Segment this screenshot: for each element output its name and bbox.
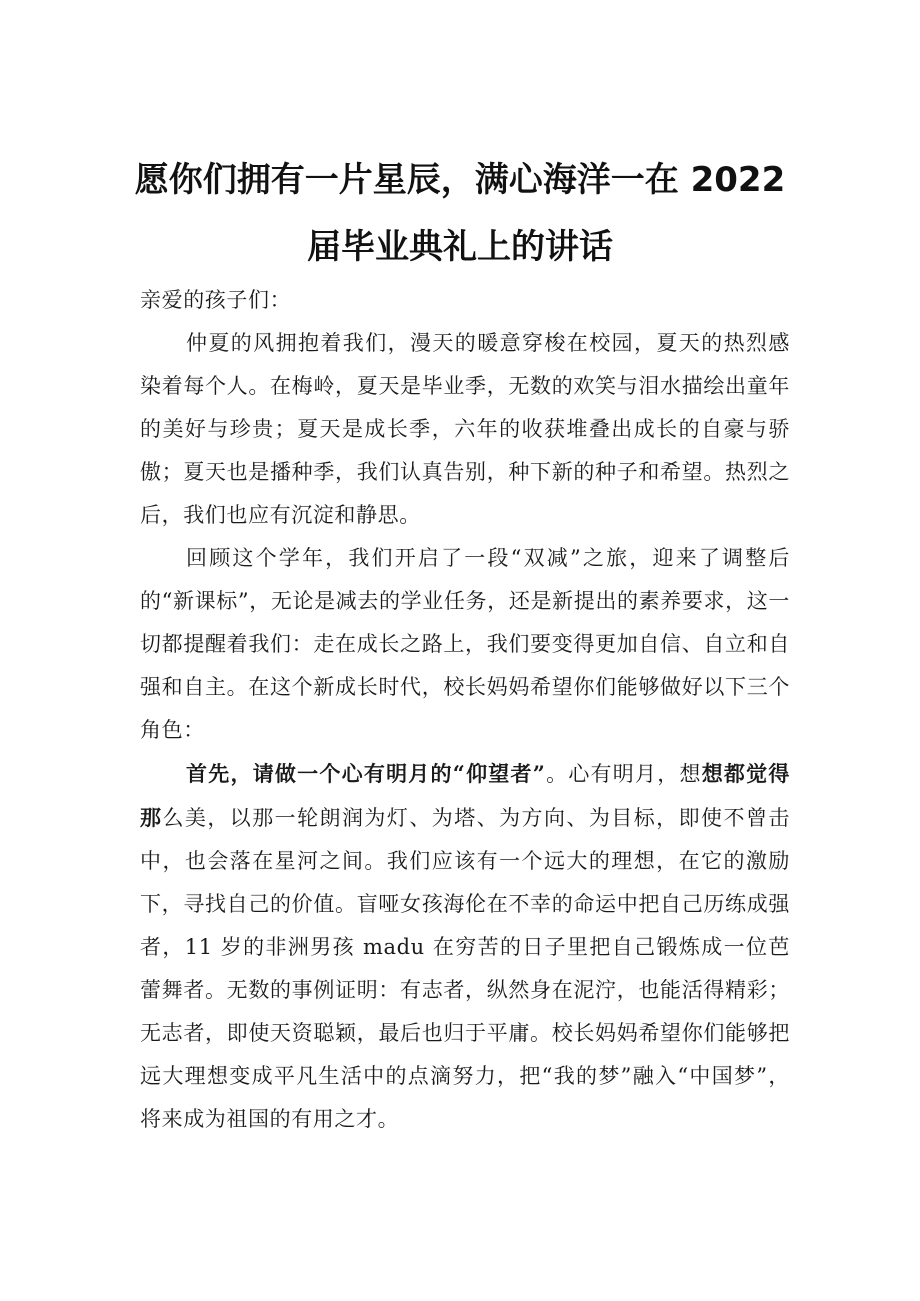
paragraph-3-bold-lead: 首先，请做一个心有明月的“仰望者”	[186, 761, 546, 786]
salutation: 亲爱的孩子们：	[140, 288, 292, 312]
paragraph-2: 回顾这个学年，我们开启了一段“双减”之旅，迎来了调整后的“新课标”，无论是减去的学业任务，还是新提出的素养要求，这一切都提醒着我们：走在成长之路上，我们要变得更加自信、自立和自强和自主。在这个新成长时代，校长妈妈希望你们能够做好以下三个角色：	[140, 546, 790, 742]
document-title-line-2: 届毕业典礼上的讲话	[307, 227, 613, 267]
paragraph-1: 仲夏的风拥抱着我们，漫天的暖意穿梭在校园，夏天的热烈感染着每个人。在梅岭，夏天是毕业季，无数的欢笑与泪水描绘出童年的美好与珍贵；夏天是成长季，六年的收获堆叠出成长的自豪与骄傲；夏天也是播种季，我们认真告别，种下新的种子和希望。热烈之后，我们也应有沉淀和静思。	[140, 331, 790, 527]
paragraph-3-segment-1: 。心有明月，想	[545, 762, 702, 786]
paragraph-3	[140, 752, 790, 1141]
paragraph-3-segment-2: 么美，以那一轮朗润为灯、为塔、为方向、为目标，即使不曾击中，也会落在星河之间。我们应该有一个远大的理想，在它的激励下，寻找自己的价值。盲哑女孩海伦在不幸的命运中把自己历练成强者，11 岁的非洲男孩 madu 在穷苦的日子里把自己锻炼成一位芭蕾舞者。无数的事例证明：有志者，纵然身在泥泞，也能活得精彩；无志者，即使天资聪颖，最后也归于平庸。校长妈妈希望你们能够把远大理想变成平凡生活中的点滴努力，把“我的梦”融入“中国梦”，将来成为祖国的有用之才。	[140, 806, 790, 1131]
document-title-line-1: 愿你们拥有一片星辰，满心海洋一在 2022	[134, 160, 786, 200]
speech-body	[140, 279, 790, 1141]
paragraph-3-bold-mid: 想都觉得那	[140, 761, 790, 830]
